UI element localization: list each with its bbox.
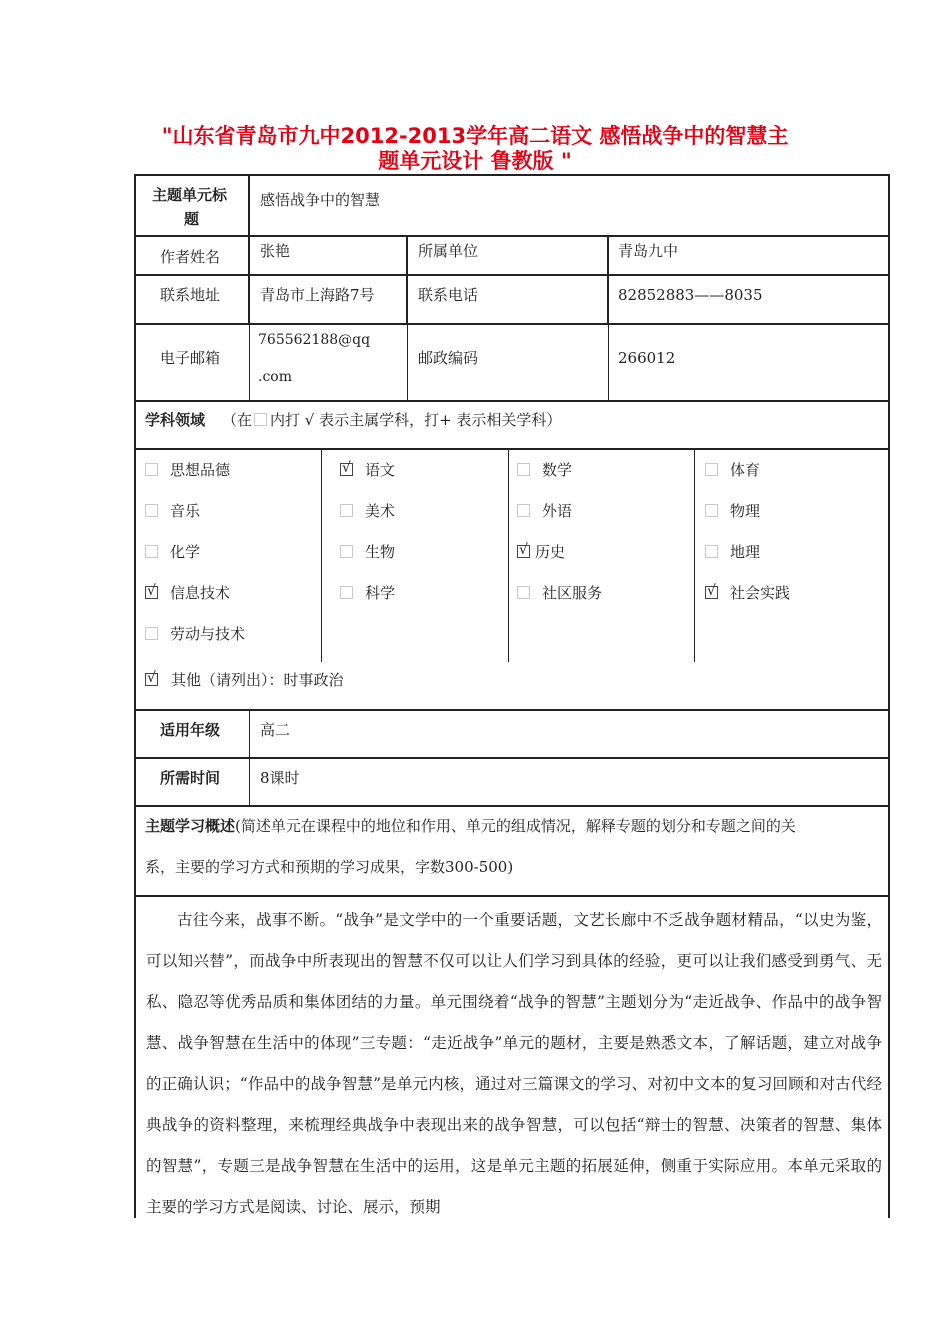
document-title-line2: 题单元设计 鲁教版 " [378, 149, 572, 173]
subject-checkbox[interactable] [705, 463, 718, 476]
unit-value: 青岛九中 [618, 242, 679, 260]
column-divider [249, 323, 250, 400]
column-divider [249, 711, 250, 805]
subject-label: 思想品德 [170, 461, 231, 479]
theme-label: 主题单元标 [152, 186, 228, 204]
subject-label: 数学 [542, 461, 573, 479]
overview-note-line2: 系，主要的学习方式和预期的学习成果，字数300-500) [145, 858, 514, 876]
overview-paragraph: 古往今来，战事不断。“战争”是文学中的一个重要话题，文艺长廊中不乏战争题材精品，“以史为鉴，可以知兴替”，而战争中所表现出的智慧不仅可以让人们学习到具体的经验，更可以让我们感受到勇气、无私、隐忍等优秀品质和集体团结的力量。单元围绕着“战争的智慧”主题划分为“走近战争、作品中的战争智慧、战争智慧在生活中的体现”三专题：“走近战争”单元的题材，主要是熟悉文本，了解话题，建立对战争的正确认识；“作品中的战争智慧”是单元内核，通过对三篇课文的学习、对初中文本的复习回顾和对古代经典战争的资料整理，来梳理经典战争中表现出来的战争智慧，可以包括“辩士的智慧、决策者的智慧、集体的智慧”，专题三是战争智慧在生活中的运用，这是单元主题的拓展延伸，侧重于实际应用。本单元采取的主要的学习方式是阅读、讨论、展示，预期 [146, 911, 882, 1216]
theme-label-cont: 题 [184, 210, 200, 228]
zip-label: 邮政编码 [418, 349, 479, 367]
subject-checkbox[interactable] [145, 545, 158, 558]
other-label: 其他（请列出）：时事政治 [171, 671, 344, 689]
subject-label: 外语 [542, 502, 573, 520]
email-label: 电子邮箱 [160, 349, 221, 367]
column-divider [406, 235, 408, 325]
subject-label: 社会实践 [730, 584, 791, 602]
column-divider [508, 450, 509, 662]
zip-value: 266012 [618, 349, 676, 367]
subject-label: 社区服务 [542, 584, 603, 602]
column-divider [694, 450, 695, 662]
row-divider [134, 895, 890, 897]
subject-label: 生物 [365, 543, 396, 561]
phone-value: 82852883——8035 [618, 286, 763, 304]
column-divider [607, 235, 609, 325]
row-divider [134, 709, 890, 711]
subject-checkbox[interactable] [340, 463, 353, 476]
phone-label: 联系电话 [418, 286, 479, 304]
subject-checkbox[interactable] [145, 586, 158, 599]
subject-checkbox[interactable] [340, 586, 353, 599]
overview-note: (简述单元在课程中的地位和作用、单元的组成情况，解释专题的划分和专题之间的关 [235, 817, 796, 835]
time-value: 8课时 [260, 769, 300, 787]
subject-label: 化学 [170, 543, 201, 561]
address-value: 青岛市上海路7号 [260, 286, 375, 304]
subject-label: 劳动与技术 [170, 625, 246, 643]
address-label: 联系地址 [160, 286, 221, 304]
subject-label: 体育 [730, 461, 761, 479]
author-value: 张艳 [260, 242, 291, 260]
subject-heading: 学科领域 [145, 411, 206, 429]
email-value-cont: .com [258, 369, 292, 385]
row-divider [134, 805, 890, 807]
subject-checkbox[interactable] [705, 545, 718, 558]
row-divider [134, 448, 890, 450]
subject-checkbox[interactable] [145, 504, 158, 517]
theme-value: 感悟战争中的智慧 [260, 191, 381, 209]
subject-checkbox[interactable] [340, 545, 353, 558]
subject-label: 音乐 [170, 502, 201, 520]
subject-checkbox[interactable] [340, 504, 353, 517]
subject-label: 语文 [365, 461, 396, 479]
time-label: 所需时间 [160, 769, 221, 787]
overview-header-line1 [145, 816, 796, 836]
column-divider [407, 323, 408, 400]
subject-checkbox[interactable] [517, 504, 530, 517]
checkbox-sample [254, 413, 267, 426]
email-value: 765562188@qq [258, 332, 371, 348]
subject-checkbox[interactable] [517, 463, 530, 476]
grade-value: 高二 [260, 721, 291, 739]
subject-checkbox[interactable] [517, 586, 530, 599]
subject-checkbox[interactable] [705, 586, 718, 599]
author-label: 作者姓名 [160, 248, 221, 266]
document-title-line1: "山东省青岛市九中2012-2013学年高二语文 感悟战争中的智慧主 [161, 124, 789, 148]
subject-checkbox[interactable] [705, 504, 718, 517]
column-divider [608, 323, 609, 400]
unit-label: 所属单位 [418, 242, 479, 260]
column-divider [248, 176, 250, 325]
other-checkbox[interactable] [145, 673, 158, 686]
subject-label: 信息技术 [170, 584, 231, 602]
subject-checkbox[interactable] [517, 545, 530, 558]
subject-note-a: （在 [222, 411, 253, 429]
subject-note-b: 内打 √ 表示主属学科，打+ 表示相关学科） [270, 411, 562, 429]
column-divider [321, 450, 322, 662]
subject-label: 历史 [535, 543, 566, 561]
row-divider [134, 400, 890, 402]
overview-heading: 主题学习概述 [145, 817, 236, 835]
row-divider [134, 757, 890, 759]
subject-label: 科学 [365, 584, 396, 602]
subject-checkbox[interactable] [145, 627, 158, 640]
grade-label: 适用年级 [160, 721, 221, 739]
subject-checkbox[interactable] [145, 463, 158, 476]
subject-label: 物理 [730, 502, 761, 520]
subject-label: 地理 [730, 543, 761, 561]
subject-label: 美术 [365, 502, 396, 520]
